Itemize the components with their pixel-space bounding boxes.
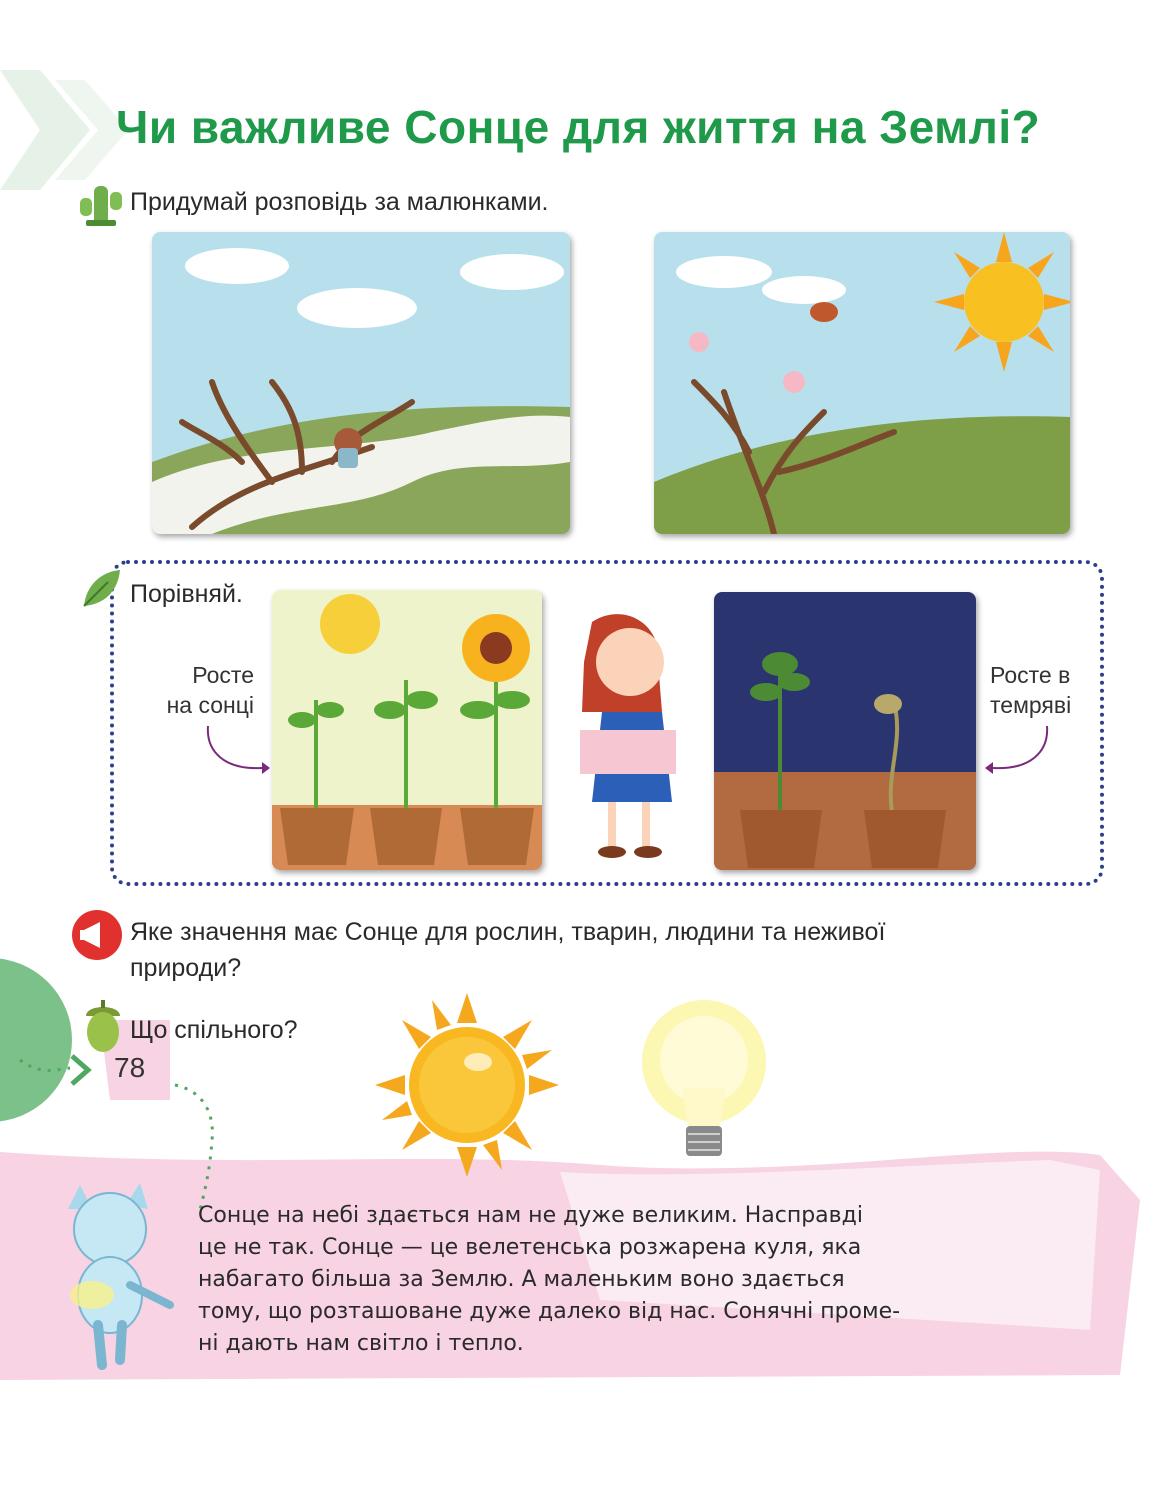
info-line: тому, що розташоване дуже далеко від нас. Сонячні проме- <box>198 1299 901 1324</box>
question-line-1: Яке значення має Сонце для рослин, тварин, людини та неживої <box>130 918 886 946</box>
cat-mascot <box>40 1165 180 1370</box>
grows-in-sun-label: Росте на сонці <box>166 662 254 718</box>
task-common: Що спільного? <box>130 1016 298 1044</box>
leaf-icon <box>78 566 126 612</box>
arrow-to-dark-plants <box>985 722 1055 782</box>
light-bulb-picture <box>624 996 784 1166</box>
task-story: Придумай розповідь за малюнками. <box>130 188 549 216</box>
page-title: Чи важливе Сонце для життя на Землі? <box>116 101 1041 153</box>
plants-in-sun-picture <box>272 590 542 870</box>
spring-tree-picture <box>654 232 1070 534</box>
girl-reading-picture <box>562 612 692 864</box>
acorn-icon <box>80 998 126 1056</box>
grows-in-dark-label: Росте в темряві <box>990 662 1072 718</box>
info-line: ні дають нам світло і тепло. <box>198 1331 524 1356</box>
megaphone-icon <box>70 908 124 962</box>
chevron-icon <box>66 1052 102 1088</box>
plants-in-dark-picture <box>714 592 976 870</box>
sun-picture <box>372 990 562 1180</box>
question-line-2: природи? <box>130 954 242 982</box>
info-paragraph <box>198 1200 1048 1360</box>
page-number: 78 <box>114 1052 146 1083</box>
arrow-to-sun-plants <box>200 722 270 782</box>
info-line: Сонце на небі здається нам не дуже великим. Насправді <box>198 1203 863 1228</box>
cactus-icon <box>76 180 126 228</box>
info-line: це не так. Сонце — це велетенська розжарена куля, яка <box>198 1235 862 1260</box>
task-compare: Порівняй. <box>130 580 243 608</box>
winter-tree-picture <box>152 232 570 534</box>
info-line: набагато більша за Землю. А маленьким воно здається <box>198 1267 845 1292</box>
